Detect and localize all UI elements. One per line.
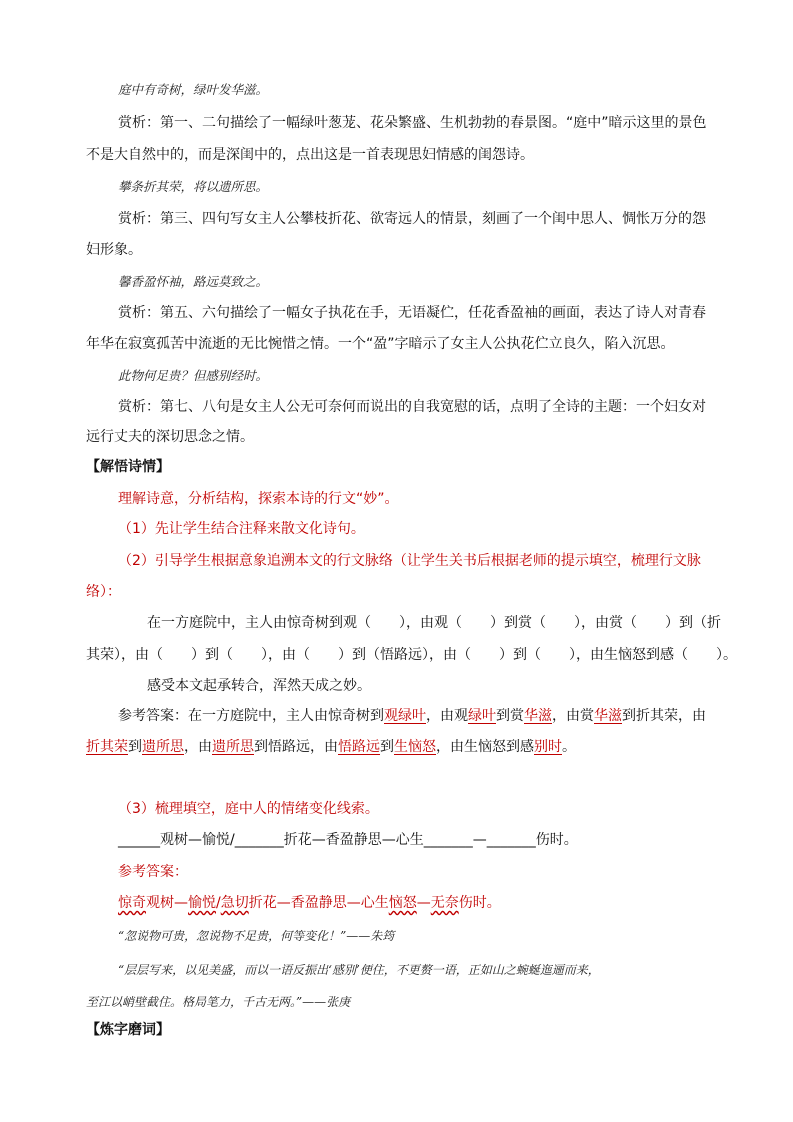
blank-line: ______观树—愉悦/_______折花—香盈静思—心生_______—_______伤时。 [118, 832, 578, 848]
analysis-2-line-1: 赏析：第三、四句写女主人公攀枝折花、欲寄远人的情景，刻画了一个闺中思人、惆怅万分的怨 [118, 211, 706, 227]
poem-line-1: 庭中有奇树，绿叶发华滋。 [118, 82, 269, 97]
step-1: （1）先让学生结合注释来散文化诗句。 [118, 521, 365, 537]
answer-1-line-1: 参考答案：在一方庭院中，主人由惊奇树到观绿叶，由观绿叶到赏华滋，由赏华滋到折其荣，由 [118, 708, 706, 724]
section-heading-jiewu: 【解悟诗情】 [86, 459, 170, 475]
answer-2: 惊奇观树—愉悦/急切折花—香盈静思—心生恼怒—无奈伤时。 [118, 895, 501, 911]
fill-line-2: 其荣），由（ ）到（ ），由（ ）到（悟路远），由（ ）到（ ），由生恼怒到感（ ）。 [86, 647, 737, 663]
quote-zhu-yun: “忽说物可贵，忽说物不足贵，何等变化！”——朱筠 [118, 929, 395, 943]
analysis-3-line-1: 赏析：第五、六句描绘了一幅女子执花在手，无语凝伫，任花香盈袖的画面，表达了诗人对青春 [118, 305, 706, 321]
quote-zhang-geng-line-1: “层层写来，以见美盛，而以一语反振出‘感别’便住，不更赘一语，正如山之蜿蜒迤逦而来， [118, 963, 600, 977]
step-2-line-1: （2）引导学生根据意象追溯本文的行文脉络（让学生关书后根据老师的提示填空，梳理行文脉 [118, 553, 701, 569]
step-2-line-2: 络）： [86, 584, 121, 600]
poem-line-4: 此物何足贵？但感别经时。 [118, 368, 269, 383]
fill-line-1: 在一方庭院中，主人由惊奇树到观（ ），由观（ ）到赏（ ），由赏（ ）到（折 [147, 615, 721, 631]
section-heading-lianzi: 【炼字磨词】 [86, 1022, 170, 1038]
analysis-1-line-1: 赏析：第一、二句描绘了一幅绿叶葱茏、花朵繁盛、生机勃勃的春景图。“庭中”暗示这里的景色 [118, 115, 707, 131]
analysis-4-line-1: 赏析：第七、八句是女主人公无可奈何而说出的自我宽慰的话，点明了全诗的主题：一个妇女对 [118, 399, 706, 415]
poem-line-3: 馨香盈怀袖，路远莫致之。 [118, 274, 269, 289]
analysis-4-line-2: 远行丈夫的深切思念之情。 [86, 429, 254, 445]
answer-label: 参考答案： [118, 708, 188, 724]
quote-zhang-geng-line-2: 至江以峭壁截住。格局笔力，千古无两。”——张庚 [86, 995, 351, 1009]
answer-1-line-2: 折其荣到遗所思，由遗所思到悟路远，由悟路远到生恼怒，由生恼怒到感别时。 [86, 739, 576, 755]
feel-line: 感受本文起承转合，浑然天成之妙。 [147, 678, 371, 694]
answer-2-label: 参考答案： [118, 864, 188, 880]
analysis-2-line-2: 妇形象。 [86, 242, 142, 258]
analysis-3-line-2: 年华在寂寞孤苦中流逝的无比惋惜之情。一个“盈”字暗示了女主人公执花伫立良久，陷入沉思。 [86, 336, 675, 352]
poem-line-2: 攀条折其荣，将以遗所思。 [118, 179, 269, 194]
analysis-1-line-2: 不是大自然中的，而是深闺中的，点出这是一首表现思妇情感的闺怨诗。 [86, 147, 534, 163]
intro-text: 理解诗意，分析结构，探索本诗的行文“妙”。 [118, 491, 399, 507]
step-3: （3）梳理填空，庭中人的情绪变化线索。 [118, 801, 379, 817]
